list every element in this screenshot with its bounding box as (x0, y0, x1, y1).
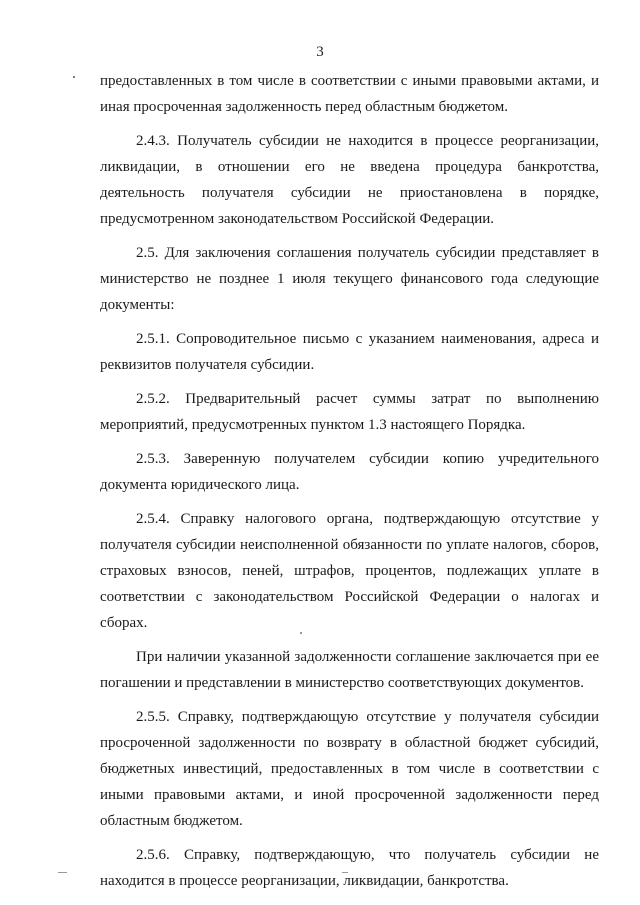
paragraph-2-5-5: 2.5.5. Справку, подтверждающую отсутствие у получателя субсидии просроченной задолженности по возврату в областной бюджет субсидий, бюджетных инвестиций, предоставленных в том числе в соответствии с иными правовыми актами, и иной просроченной задолженности перед областным бюджетом. (100, 709, 599, 829)
paragraph-2-4-3: 2.4.3. Получатель субсидии не находится в процессе реорганизации, ликвидации, в отношении его не введена процедура банкротства, деятельность получателя субсидии не приостановлена в порядке, предусмотренном законодательством Российской Федерации. (100, 133, 599, 227)
scan-speck (300, 632, 302, 634)
paragraph-continuation: предоставленных в том числе в соответствии с иными правовыми актами, и иная просроченная задолженность перед областным бюджетом. (100, 73, 599, 115)
scan-speck (73, 76, 75, 78)
paragraph-2-5-1: 2.5.1. Сопроводительное письмо с указанием наименования, адреса и реквизитов получателя субсидии. (100, 331, 599, 373)
paragraph-2-5-3: 2.5.3. Заверенную получателем субсидии копию учредительного документа юридического лица. (100, 451, 599, 493)
scan-speck (58, 872, 67, 873)
page-number: 3 (316, 44, 324, 60)
paragraph-2-5-6: 2.5.6. Справку, подтверждающую, что получатель субсидии не находится в процессе реорганизации, ликвидации, банкротства. (100, 847, 599, 889)
scan-speck (342, 872, 348, 873)
paragraph-2-5-4: 2.5.4. Справку налогового органа, подтверждающую отсутствие у получателя субсидии неисполненной обязанности по уплате налогов, сборов, страховых взносов, пеней, штрафов, процентов, подлежащих уплате в соответствии с законодательством Российской Федерации о налогах и сборах. (100, 511, 599, 631)
document-body (100, 68, 599, 894)
paragraph-2-5: 2.5. Для заключения соглашения получатель субсидии представляет в министерство не позднее 1 июля текущего финансового года следующие документы: (100, 245, 599, 313)
paragraph-debt-condition: При наличии указанной задолженности соглашение заключается при ее погашении и представлении в министерство соответствующих документов. (100, 649, 599, 691)
paragraph-2-5-2: 2.5.2. Предварительный расчет суммы затрат по выполнению мероприятий, предусмотренных пунктом 1.3 настоящего Порядка. (100, 391, 599, 433)
